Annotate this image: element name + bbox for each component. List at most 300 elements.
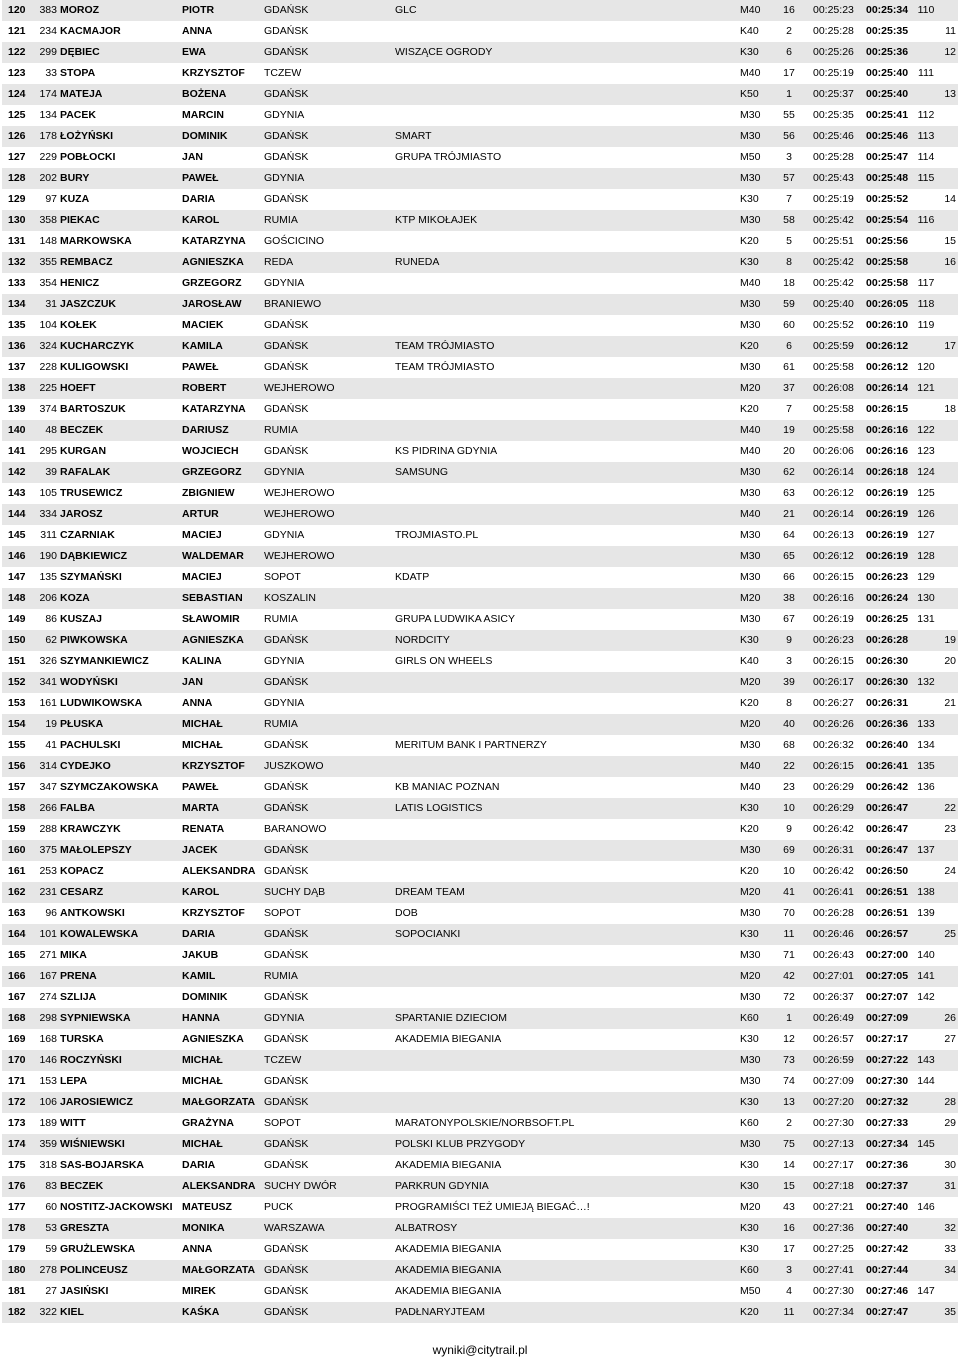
cell-sex-place: 132 — [917, 676, 935, 688]
cell-place: 160 — [8, 844, 26, 856]
table-row — [2, 294, 958, 315]
cell-net-time: 00:25:59 — [813, 340, 854, 352]
cell-category: M40 — [740, 67, 761, 79]
cell-last-name: WITT — [60, 1117, 86, 1129]
cell-gun-time: 00:27:36 — [866, 1159, 909, 1171]
cell-category: M30 — [740, 550, 761, 562]
cell-last-name: KUZA — [60, 193, 90, 205]
cell-category-place: 70 — [783, 907, 795, 919]
cell-place: 140 — [8, 424, 26, 436]
cell-bib-number: 83 — [45, 1180, 57, 1192]
cell-place: 144 — [8, 508, 26, 520]
table-row — [2, 567, 958, 588]
cell-place: 171 — [8, 1075, 26, 1087]
cell-city: GDYNIA — [264, 1012, 305, 1024]
cell-sex-place: 122 — [917, 424, 935, 436]
cell-sex-place: 141 — [917, 970, 935, 982]
table-row — [2, 1134, 958, 1155]
cell-gun-time: 00:25:40 — [866, 88, 909, 100]
cell-category: K20 — [740, 865, 759, 877]
cell-gun-time: 00:25:52 — [866, 193, 909, 205]
cell-bib-number: 41 — [45, 739, 57, 751]
cell-category-place: 14 — [783, 1159, 795, 1171]
cell-category-place: 6 — [786, 340, 792, 352]
cell-category-place: 37 — [783, 382, 795, 394]
cell-last-name: POLINCEUSZ — [60, 1264, 128, 1276]
cell-bib-number: 190 — [39, 550, 57, 562]
cell-bib-number: 299 — [39, 46, 57, 58]
cell-sex-place: 136 — [917, 781, 935, 793]
cell-last-name: KOŁEK — [60, 319, 97, 331]
cell-sex-place: 117 — [917, 277, 935, 289]
table-row — [2, 189, 958, 210]
cell-category-place: 18 — [783, 277, 795, 289]
cell-category: K50 — [740, 88, 759, 100]
cell-first-name: AGNIESZKA — [182, 634, 244, 646]
cell-bib-number: 326 — [39, 655, 57, 667]
cell-first-name: MICHAŁ — [182, 718, 223, 730]
cell-place: 164 — [8, 928, 26, 940]
cell-gun-time: 00:27:05 — [866, 970, 909, 982]
cell-city: RUMIA — [264, 613, 298, 625]
cell-first-name: GRZEGORZ — [182, 466, 242, 478]
cell-gun-time: 00:25:54 — [866, 214, 909, 226]
cell-city: TCZEW — [264, 1054, 302, 1066]
cell-net-time: 00:25:19 — [813, 67, 854, 79]
cell-place: 162 — [8, 886, 26, 898]
cell-bib-number: 62 — [45, 634, 57, 646]
table-row — [2, 399, 958, 420]
cell-city: GDAŃSK — [264, 25, 309, 37]
cell-bib-number: 27 — [45, 1285, 57, 1297]
cell-city: GDAŃSK — [264, 130, 309, 142]
cell-category: M30 — [740, 319, 761, 331]
cell-gun-time: 00:26:14 — [866, 382, 909, 394]
cell-last-name: FALBA — [60, 802, 95, 814]
cell-club: MARATONYPOLSKIE/NORBSOFT.PL — [395, 1117, 575, 1129]
cell-category-place: 72 — [783, 991, 795, 1003]
cell-category: M30 — [740, 1138, 761, 1150]
cell-category: M20 — [740, 718, 761, 730]
cell-gun-time: 00:26:30 — [866, 655, 909, 667]
cell-first-name: MAŁGORZATA — [182, 1096, 256, 1108]
cell-sex-place: 19 — [944, 634, 956, 646]
cell-last-name: PACEK — [60, 109, 96, 121]
cell-category: K30 — [740, 1096, 759, 1108]
cell-bib-number: 347 — [39, 781, 57, 793]
cell-bib-number: 19 — [45, 718, 57, 730]
cell-club: DOB — [395, 907, 418, 919]
cell-city: GDAŃSK — [264, 1138, 309, 1150]
cell-sex-place: 14 — [944, 193, 956, 205]
cell-last-name: MOROZ — [60, 4, 100, 16]
cell-gun-time: 00:27:47 — [866, 1306, 909, 1318]
cell-last-name: JAROSZ — [60, 508, 103, 520]
cell-place: 146 — [8, 550, 26, 562]
cell-gun-time: 00:27:40 — [866, 1222, 909, 1234]
table-row — [2, 882, 958, 903]
cell-category: M30 — [740, 298, 761, 310]
cell-first-name: DARIUSZ — [182, 424, 229, 436]
cell-bib-number: 106 — [39, 1096, 57, 1108]
cell-gun-time: 00:27:00 — [866, 949, 909, 961]
cell-club: AKADEMIA BIEGANIA — [395, 1033, 502, 1045]
cell-first-name: JAN — [182, 676, 204, 688]
cell-bib-number: 146 — [39, 1054, 57, 1066]
cell-sex-place: 135 — [917, 760, 935, 772]
cell-bib-number: 206 — [39, 592, 57, 604]
cell-club: SMART — [395, 130, 432, 142]
cell-net-time: 00:26:42 — [813, 865, 854, 877]
cell-net-time: 00:27:30 — [813, 1285, 854, 1297]
cell-gun-time: 00:27:07 — [866, 991, 909, 1003]
table-row — [2, 231, 958, 252]
cell-bib-number: 298 — [39, 1012, 57, 1024]
cell-net-time: 00:26:37 — [813, 991, 854, 1003]
cell-category: K30 — [740, 802, 759, 814]
cell-category-place: 13 — [783, 1096, 795, 1108]
cell-sex-place: 33 — [944, 1243, 956, 1255]
cell-category-place: 65 — [783, 550, 795, 562]
table-row — [2, 504, 958, 525]
cell-sex-place: 12 — [944, 46, 956, 58]
table-row — [2, 1260, 958, 1281]
cell-category-place: 68 — [783, 739, 795, 751]
cell-city: GDAŃSK — [264, 46, 309, 58]
table-row — [2, 210, 958, 231]
cell-first-name: JAROSŁAW — [182, 298, 242, 310]
cell-sex-place: 131 — [917, 613, 935, 625]
cell-net-time: 00:27:18 — [813, 1180, 854, 1192]
cell-city: GDYNIA — [264, 697, 305, 709]
cell-net-time: 00:26:13 — [813, 529, 854, 541]
cell-city: GDAŃSK — [264, 1159, 309, 1171]
cell-category: K60 — [740, 1264, 759, 1276]
cell-bib-number: 97 — [45, 193, 57, 205]
cell-place: 142 — [8, 466, 26, 478]
cell-city: GDAŃSK — [264, 193, 309, 205]
cell-last-name: KRAWCZYK — [60, 823, 121, 835]
cell-category-place: 66 — [783, 571, 795, 583]
cell-category-place: 10 — [783, 865, 795, 877]
cell-gun-time: 00:26:10 — [866, 319, 909, 331]
cell-category: K60 — [740, 1117, 759, 1129]
cell-last-name: DĄBKIEWICZ — [60, 550, 128, 562]
table-row — [2, 1239, 958, 1260]
cell-bib-number: 253 — [39, 865, 57, 877]
cell-first-name: MACIEJ — [182, 571, 222, 583]
cell-sex-place: 137 — [917, 844, 935, 856]
cell-first-name: MICHAŁ — [182, 1075, 223, 1087]
cell-category-place: 60 — [783, 319, 795, 331]
cell-bib-number: 53 — [45, 1222, 57, 1234]
cell-category-place: 71 — [783, 949, 795, 961]
cell-category-place: 5 — [786, 235, 792, 247]
cell-category: M30 — [740, 1054, 761, 1066]
cell-first-name: ANNA — [182, 697, 213, 709]
cell-place: 138 — [8, 382, 26, 394]
cell-net-time: 00:26:16 — [813, 592, 854, 604]
cell-gun-time: 00:26:15 — [866, 403, 909, 415]
cell-place: 176 — [8, 1180, 26, 1192]
cell-city: SUCHY DWÓR — [264, 1180, 337, 1192]
cell-bib-number: 101 — [39, 928, 57, 940]
cell-first-name: MARCIN — [182, 109, 224, 121]
cell-category-place: 11 — [783, 928, 795, 940]
cell-category: K30 — [740, 1222, 759, 1234]
cell-sex-place: 35 — [944, 1306, 956, 1318]
cell-place: 137 — [8, 361, 26, 373]
cell-first-name: MICHAŁ — [182, 1138, 223, 1150]
cell-sex-place: 17 — [944, 340, 956, 352]
cell-city: GDAŃSK — [264, 844, 309, 856]
cell-club: AKADEMIA BIEGANIA — [395, 1285, 502, 1297]
cell-club: WISZĄCE OGRODY — [395, 46, 493, 58]
table-row — [2, 63, 958, 84]
cell-place: 181 — [8, 1285, 26, 1297]
cell-bib-number: 167 — [39, 970, 57, 982]
cell-category-place: 59 — [783, 298, 795, 310]
cell-sex-place: 29 — [944, 1117, 956, 1129]
cell-gun-time: 00:26:42 — [866, 781, 909, 793]
cell-last-name: PRENA — [60, 970, 97, 982]
cell-last-name: ANTKOWSKI — [60, 907, 125, 919]
cell-gun-time: 00:26:57 — [866, 928, 909, 940]
cell-category-place: 15 — [783, 1180, 795, 1192]
cell-category-place: 39 — [783, 676, 795, 688]
cell-net-time: 00:27:09 — [813, 1075, 854, 1087]
cell-category-place: 7 — [786, 193, 792, 205]
cell-city: GDYNIA — [264, 466, 305, 478]
cell-city: RUMIA — [264, 718, 298, 730]
cell-first-name: KALINA — [182, 655, 222, 667]
cell-category-place: 21 — [783, 508, 795, 520]
table-row — [2, 1092, 958, 1113]
cell-category-place: 8 — [786, 256, 792, 268]
cell-gun-time: 00:25:40 — [866, 67, 909, 79]
table-row — [2, 693, 958, 714]
cell-gun-time: 00:26:16 — [866, 445, 909, 457]
cell-city: TCZEW — [264, 67, 302, 79]
cell-category-place: 9 — [786, 823, 792, 835]
cell-sex-place: 139 — [917, 907, 935, 919]
cell-place: 148 — [8, 592, 26, 604]
table-row — [2, 798, 958, 819]
cell-place: 143 — [8, 487, 26, 499]
cell-last-name: PŁUSKA — [60, 718, 104, 730]
cell-net-time: 00:25:42 — [813, 277, 854, 289]
cell-category: M30 — [740, 109, 761, 121]
cell-net-time: 00:27:36 — [813, 1222, 854, 1234]
cell-place: 136 — [8, 340, 26, 352]
cell-bib-number: 189 — [39, 1117, 57, 1129]
cell-gun-time: 00:27:09 — [866, 1012, 909, 1024]
cell-first-name: KAROL — [182, 886, 220, 898]
cell-city: GDAŃSK — [264, 4, 309, 16]
cell-first-name: KAROL — [182, 214, 220, 226]
cell-sex-place: 140 — [917, 949, 935, 961]
cell-bib-number: 148 — [39, 235, 57, 247]
cell-category-place: 55 — [783, 109, 795, 121]
cell-gun-time: 00:26:24 — [866, 592, 909, 604]
cell-bib-number: 355 — [39, 256, 57, 268]
cell-gun-time: 00:27:30 — [866, 1075, 909, 1087]
cell-gun-time: 00:27:22 — [866, 1054, 909, 1066]
cell-city: GDAŃSK — [264, 991, 309, 1003]
cell-city: WEJHEROWO — [264, 382, 335, 394]
cell-category-place: 40 — [783, 718, 795, 730]
cell-club: GRUPA TRÓJMIASTO — [395, 151, 502, 163]
cell-last-name: REMBACZ — [60, 256, 113, 268]
footer-email: wyniki@citytrail.pl — [432, 1343, 528, 1357]
cell-category-place: 38 — [783, 592, 795, 604]
cell-club: NORDCITY — [395, 634, 450, 646]
cell-first-name: DOMINIK — [182, 130, 228, 142]
cell-place: 158 — [8, 802, 26, 814]
cell-bib-number: 322 — [39, 1306, 57, 1318]
cell-net-time: 00:26:32 — [813, 739, 854, 751]
cell-gun-time: 00:26:23 — [866, 571, 909, 583]
cell-category-place: 8 — [786, 697, 792, 709]
cell-first-name: KRZYSZTOF — [182, 67, 245, 79]
cell-gun-time: 00:26:47 — [866, 823, 909, 835]
cell-place: 150 — [8, 634, 26, 646]
cell-category: K40 — [740, 25, 759, 37]
cell-club: AKADEMIA BIEGANIA — [395, 1243, 502, 1255]
cell-last-name: KOWALEWSKA — [60, 928, 139, 940]
cell-last-name: LEPA — [60, 1075, 88, 1087]
cell-category-place: 3 — [786, 151, 792, 163]
cell-first-name: KAŚKA — [182, 1306, 220, 1318]
cell-net-time: 00:26:14 — [813, 466, 854, 478]
cell-bib-number: 96 — [45, 907, 57, 919]
cell-place: 174 — [8, 1138, 26, 1150]
cell-category: M40 — [740, 760, 761, 772]
cell-last-name: RAFALAK — [60, 466, 111, 478]
cell-sex-place: 142 — [917, 991, 935, 1003]
cell-last-name: SZYMAŃSKI — [60, 571, 122, 583]
cell-last-name: KUSZAJ — [60, 613, 103, 625]
cell-city: GDAŃSK — [264, 88, 309, 100]
cell-bib-number: 229 — [39, 151, 57, 163]
cell-place: 151 — [8, 655, 26, 667]
cell-bib-number: 161 — [39, 697, 57, 709]
cell-category-place: 6 — [786, 46, 792, 58]
cell-category: K20 — [740, 340, 759, 352]
cell-first-name: JAN — [182, 151, 204, 163]
cell-sex-place: 32 — [944, 1222, 956, 1234]
cell-gun-time: 00:26:19 — [866, 550, 909, 562]
cell-category-place: 2 — [786, 25, 792, 37]
cell-last-name: BECZEK — [60, 424, 104, 436]
cell-last-name: WIŚNIEWSKI — [60, 1138, 125, 1150]
cell-net-time: 00:26:12 — [813, 487, 854, 499]
table-row — [2, 1113, 958, 1134]
cell-category-place: 3 — [786, 655, 792, 667]
cell-net-time: 00:27:41 — [813, 1264, 854, 1276]
cell-net-time: 00:25:26 — [813, 46, 854, 58]
cell-last-name: LUDWIKOWSKA — [60, 697, 143, 709]
cell-gun-time: 00:25:34 — [866, 4, 909, 16]
cell-bib-number: 39 — [45, 466, 57, 478]
cell-first-name: GRZEGORZ — [182, 277, 242, 289]
cell-category: M20 — [740, 592, 761, 604]
cell-category: M50 — [740, 151, 761, 163]
cell-sex-place: 15 — [944, 235, 956, 247]
cell-category: K60 — [740, 1012, 759, 1024]
cell-last-name: KACMAJOR — [60, 25, 121, 37]
table-row — [2, 357, 958, 378]
cell-category: M20 — [740, 676, 761, 688]
cell-last-name: HENICZ — [60, 277, 100, 289]
cell-first-name: KRZYSZTOF — [182, 760, 245, 772]
cell-net-time: 00:26:27 — [813, 697, 854, 709]
cell-last-name: SZLIJA — [60, 991, 97, 1003]
cell-bib-number: 341 — [39, 676, 57, 688]
cell-first-name: PIOTR — [182, 4, 215, 16]
cell-place: 175 — [8, 1159, 26, 1171]
cell-sex-place: 113 — [917, 130, 935, 142]
table-row — [2, 84, 958, 105]
cell-place: 170 — [8, 1054, 26, 1066]
cell-net-time: 00:26:08 — [813, 382, 854, 394]
cell-last-name: MIKA — [60, 949, 87, 961]
cell-club: PARKRUN GDYNIA — [395, 1180, 489, 1192]
cell-first-name: MONIKA — [182, 1222, 225, 1234]
cell-place: 172 — [8, 1096, 26, 1108]
cell-sex-place: 31 — [944, 1180, 956, 1192]
cell-city: GOŚCICINO — [264, 235, 325, 247]
cell-place: 127 — [8, 151, 26, 163]
cell-sex-place: 130 — [917, 592, 935, 604]
cell-bib-number: 266 — [39, 802, 57, 814]
cell-gun-time: 00:26:18 — [866, 466, 909, 478]
cell-bib-number: 174 — [39, 88, 57, 100]
cell-sex-place: 114 — [917, 151, 935, 163]
cell-category-place: 74 — [783, 1075, 795, 1087]
cell-sex-place: 123 — [917, 445, 935, 457]
cell-place: 145 — [8, 529, 26, 541]
cell-category: K20 — [740, 235, 759, 247]
cell-place: 123 — [8, 67, 26, 79]
cell-gun-time: 00:25:35 — [866, 25, 909, 37]
cell-first-name: ZBIGNIEW — [182, 487, 235, 499]
cell-category-place: 42 — [783, 970, 795, 982]
cell-bib-number: 318 — [39, 1159, 57, 1171]
cell-category-place: 73 — [783, 1054, 795, 1066]
cell-gun-time: 00:26:12 — [866, 340, 909, 352]
cell-category-place: 22 — [783, 760, 795, 772]
table-row — [2, 21, 958, 42]
cell-category: M30 — [740, 487, 761, 499]
cell-last-name: KURGAN — [60, 445, 107, 457]
cell-first-name: DARIA — [182, 193, 216, 205]
cell-gun-time: 00:25:41 — [866, 109, 909, 121]
cell-category-place: 17 — [783, 1243, 795, 1255]
cell-place: 156 — [8, 760, 26, 772]
table-row — [2, 1197, 958, 1218]
cell-club: RUNEDA — [395, 256, 440, 268]
cell-last-name: CYDEJKO — [60, 760, 111, 772]
table-row — [2, 966, 958, 987]
cell-sex-place: 23 — [944, 823, 956, 835]
cell-place: 121 — [8, 25, 26, 37]
cell-place: 169 — [8, 1033, 26, 1045]
cell-category: K30 — [740, 193, 759, 205]
cell-club: TROJMIASTO.PL — [395, 529, 479, 541]
cell-category-place: 43 — [783, 1201, 795, 1213]
cell-bib-number: 288 — [39, 823, 57, 835]
